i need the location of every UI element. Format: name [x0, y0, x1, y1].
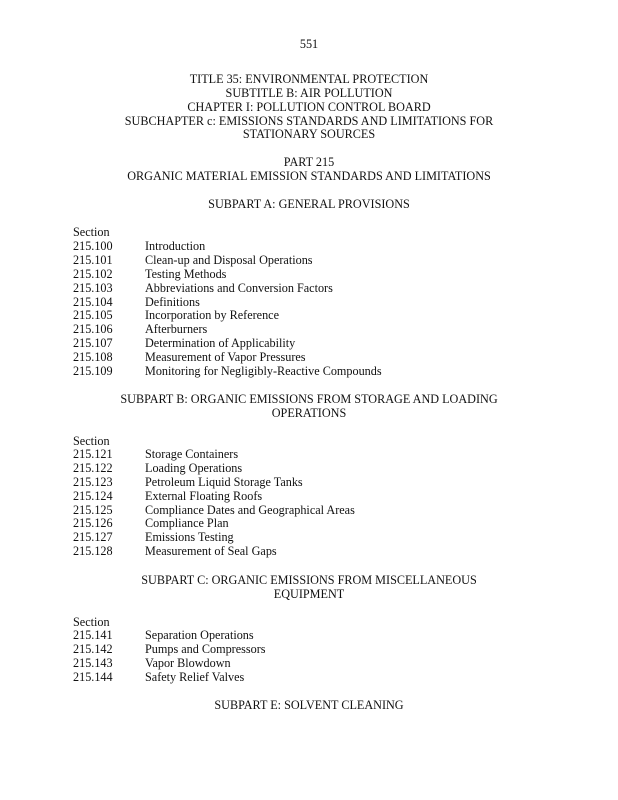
section-number: 215.102	[73, 266, 113, 281]
subchapter-heading-line1: SUBCHAPTER c: EMISSIONS STANDARDS AND LIMITATIONS FOR	[124, 114, 494, 128]
section-number: 215.126	[73, 516, 113, 531]
section-number: 215.108	[73, 350, 113, 365]
subpart-a-heading: SUBPART A: GENERAL PROVISIONS	[208, 197, 410, 211]
section-number: 215.101	[73, 252, 113, 267]
section-number: 215.109	[73, 364, 113, 379]
section-title: Petroleum Liquid Storage Tanks	[145, 474, 303, 489]
chapter-heading: CHAPTER I: POLLUTION CONTROL BOARD	[187, 100, 431, 114]
section-number: 215.143	[73, 655, 113, 670]
subpart-b-heading-line1: SUBPART B: ORGANIC EMISSIONS FROM STORAGE AND LOADING	[120, 392, 498, 406]
section-title: Vapor Blowdown	[145, 655, 231, 670]
section-title: Incorporation by Reference	[145, 308, 279, 323]
section-number: 215.142	[73, 641, 113, 656]
section-number: 215.128	[73, 544, 113, 559]
section-title: Loading Operations	[145, 460, 243, 475]
part-label: PART 215	[283, 155, 335, 169]
section-title: Monitoring for Negligibly-Reactive Compounds	[145, 364, 382, 379]
section-title: Introduction	[145, 239, 206, 253]
subpart-c-heading-line2: EQUIPMENT	[273, 587, 345, 601]
section-title: Pumps and Compressors	[145, 641, 266, 656]
section-number: 215.107	[73, 336, 113, 351]
section-number: 215.105	[73, 308, 113, 323]
section-number: 215.104	[73, 294, 113, 309]
section-number: 215.106	[73, 322, 113, 337]
subpart-c-heading-line1: SUBPART C: ORGANIC EMISSIONS FROM MISCELLANEOUS	[141, 573, 477, 587]
subpart-b-section-label: Section	[73, 434, 110, 448]
section-title: Abbreviations and Conversion Factors	[145, 280, 333, 295]
section-number: 215.103	[73, 280, 113, 295]
section-title: Determination of Applicability	[145, 336, 296, 351]
section-title: Compliance Plan	[145, 516, 229, 531]
section-title: Emissions Testing	[145, 530, 234, 545]
page-number: 551	[299, 37, 319, 51]
subpart-c-section-label: Section	[73, 615, 110, 629]
section-number: 215.125	[73, 502, 113, 517]
subpart-a-section-label: Section	[73, 225, 110, 239]
section-title: Storage Containers	[145, 447, 239, 461]
section-number: 215.141	[73, 628, 113, 642]
section-number: 215.124	[73, 488, 113, 503]
section-title: Safety Relief Valves	[145, 669, 245, 684]
title-heading: TITLE 35: ENVIRONMENTAL PROTECTION	[189, 72, 429, 86]
section-number: 215.144	[73, 669, 113, 684]
section-number: 215.123	[73, 474, 113, 489]
section-title: Testing Methods	[145, 266, 227, 281]
section-number: 215.100	[73, 239, 113, 253]
section-title: Afterburners	[145, 322, 208, 337]
part-name: ORGANIC MATERIAL EMISSION STANDARDS AND LIMITATIONS	[127, 169, 491, 183]
section-number: 215.127	[73, 530, 113, 545]
section-number: 215.121	[73, 447, 113, 461]
section-title: Measurement of Seal Gaps	[145, 544, 277, 559]
section-title: Clean-up and Disposal Operations	[145, 252, 313, 267]
section-title: Measurement of Vapor Pressures	[145, 350, 306, 365]
section-title: Compliance Dates and Geographical Areas	[145, 502, 355, 517]
section-number: 215.122	[73, 460, 113, 475]
section-title: Separation Operations	[145, 628, 254, 642]
subpart-e-heading: SUBPART E: SOLVENT CLEANING	[214, 698, 404, 712]
subpart-b-heading-line2: OPERATIONS	[271, 406, 347, 420]
section-title: Definitions	[145, 294, 200, 309]
subtitle-heading: SUBTITLE B: AIR POLLUTION	[225, 86, 393, 100]
section-title: External Floating Roofs	[145, 488, 263, 503]
subchapter-heading-line2: STATIONARY SOURCES	[242, 127, 376, 141]
